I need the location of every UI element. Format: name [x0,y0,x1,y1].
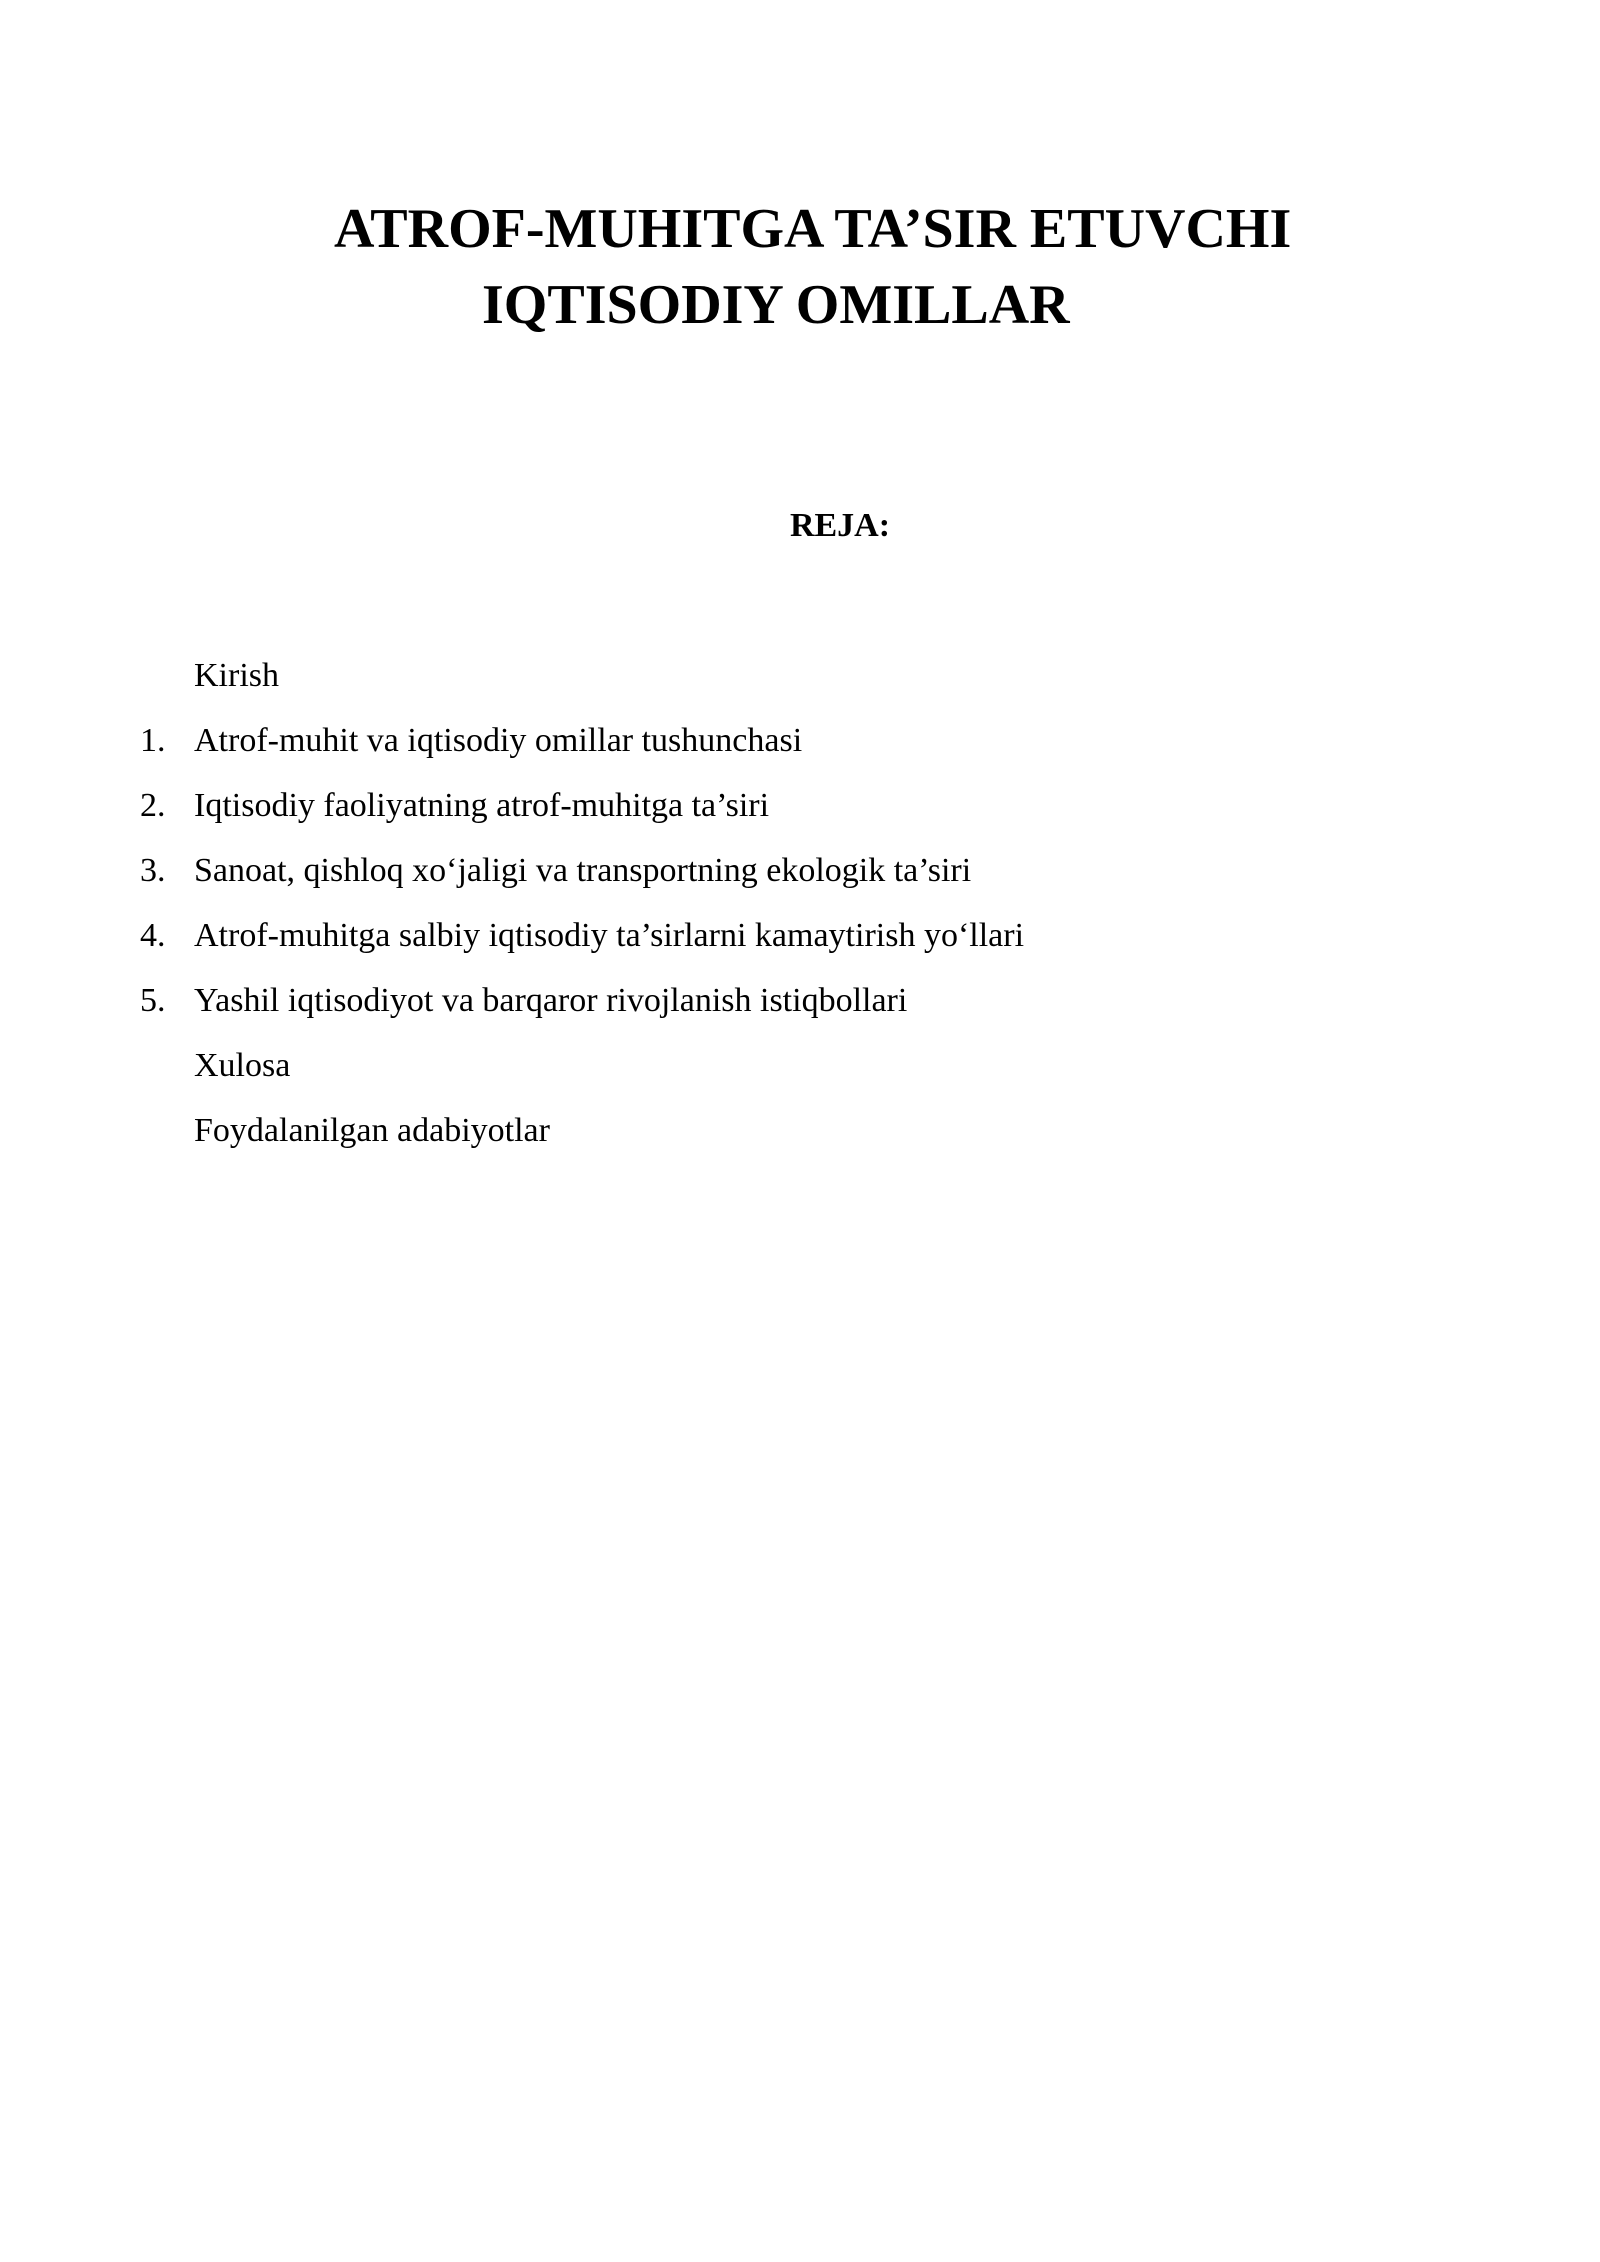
document-title-line-2: IQTISODIY OMILLAR [482,274,1070,336]
plan-item-text: Atrof-muhitga salbiy iqtisodiy ta’sirlarni kamaytirish yo‘llari [194,917,1025,954]
document-title-line-1: ATROF-MUHITGA TA’SIR ETUVCHI [334,198,1292,260]
plan-item-number: 4. [140,917,166,954]
plan-item-text: Xulosa [194,1047,291,1084]
plan-item-number: 1. [140,722,166,759]
plan-item-text: Foydalanilgan adabiyotlar [194,1112,550,1149]
plan-item-text: Yashil iqtisodiyot va barqaror rivojlanish istiqbollari [194,982,908,1019]
plan-item-text: Kirish [194,657,279,694]
plan-item-number: 3. [140,852,166,889]
plan-heading: REJA: [789,507,891,544]
plan-item-text: Sanoat, qishloq xo‘jaligi va transportning ekologik ta’siri [194,852,972,889]
plan-item-number: 5. [140,982,166,1019]
plan-item-text: Atrof-muhit va iqtisodiy omillar tushunchasi [194,722,803,759]
plan-item-text: Iqtisodiy faoliyatning atrof-muhitga ta’siri [194,787,770,824]
plan-item-number: 2. [140,787,166,824]
